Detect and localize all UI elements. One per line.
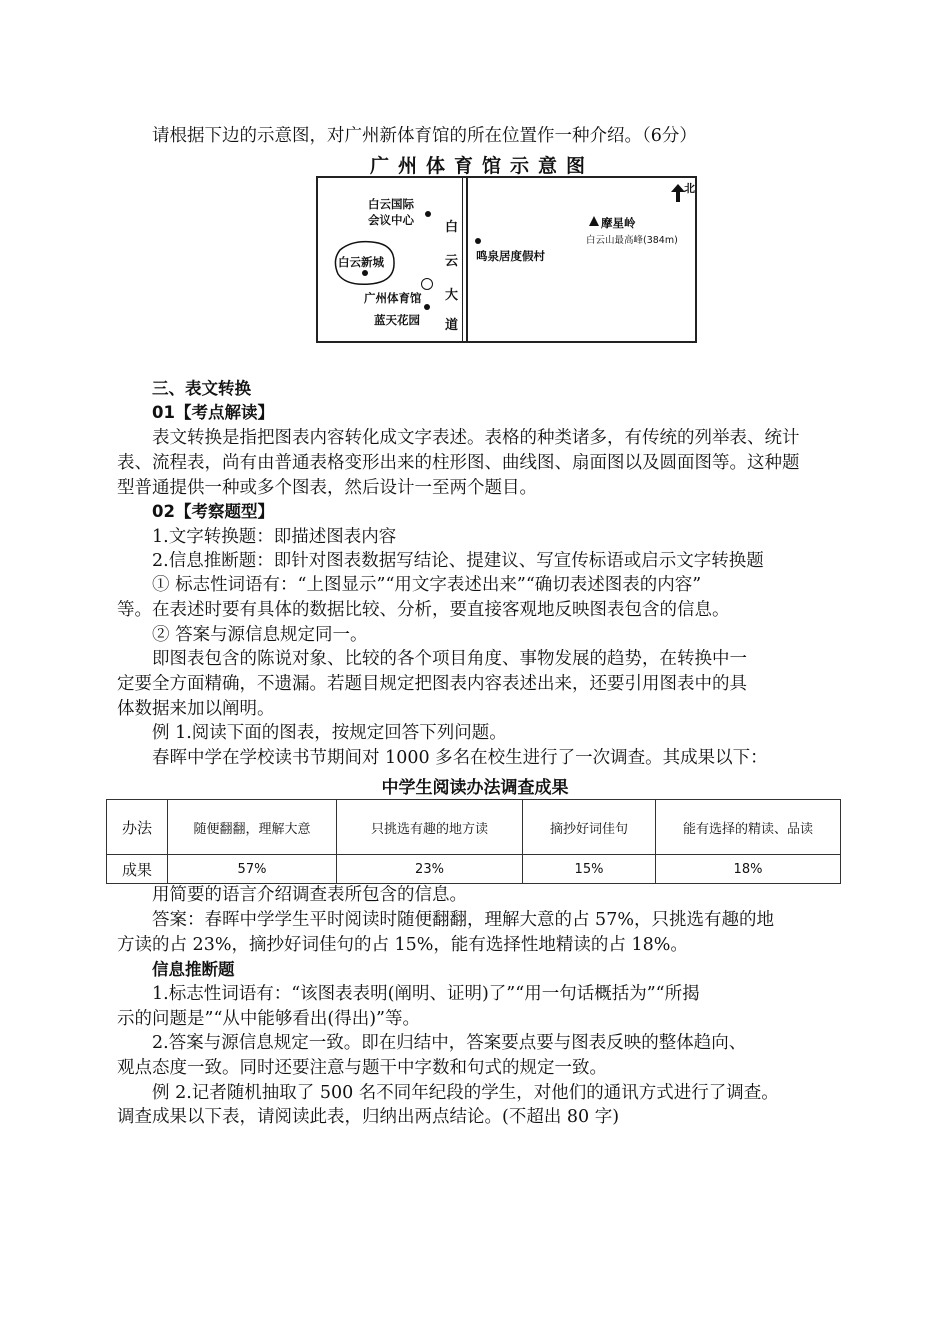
road-char-3: 大 [445,288,459,303]
gym-marker [421,278,433,290]
para2-line3: 体数据来加以阐明。 [117,699,275,719]
answer-line2: 方读的占 23%，摘抄好词佳句的占 15%，能有选择性地精读的占 18%。 [117,935,688,955]
para2-line2: 定要全方面精确，不遗漏。若题目规定把图表内容表述出来，还要引用图表中的具 [117,674,747,694]
resort-dot [475,238,481,244]
new-city-label: 白云新城 [338,255,384,269]
point1-line1: ① 标志性词语有：“上图显示”“用文字表述出来”“确切表述图表的内容” [152,575,702,595]
inf1-line2: 示的问题是”“从中能够看出(得出)”等。 [117,1009,420,1029]
example2-line1: 例 2.记者随机抽取了 500 名不同年纪段的学生，对他们的通讯方式进行了调查。 [152,1083,779,1103]
part2-heading: 02【考察题型】 [152,502,274,521]
road-char-4: 道 [445,318,459,333]
table-question: 用简要的语言介绍调查表所包含的信息。 [152,885,467,905]
survey-table [106,799,841,884]
method-cell: 只挑选有趣的地方读 [337,800,523,855]
road-char-1: 白 [445,220,459,235]
section-heading: 三、表文转换 [152,379,251,398]
para1-line1: 表文转换是指把图表内容转化成文字表述。表格的种类诸多，有传统的列举表、统计 [152,428,800,448]
para1-line3: 型普通提供一种或多个图表，然后设计一至两个题目。 [117,478,537,498]
lantian-label: 蓝天花园 [374,313,420,327]
road-line-inner [462,178,463,341]
result-cell: 23% [337,855,523,884]
new-city-dot [362,270,368,276]
inference-heading: 信息推断题 [152,960,235,979]
result-cell: 15% [523,855,656,884]
method-cell: 随便翻翻，理解大意 [168,800,337,855]
road-line-left [466,178,468,341]
inf1-line1: 1.标志性词语有：“该图表表明(阐明、证明)了”“用一句话概括为”“所揭 [152,984,700,1004]
result-cell: 57% [168,855,337,884]
peak-note-label: 白云山最高峰(384m) [586,235,678,246]
north-label: 北 [684,182,695,195]
mountain-icon [589,216,599,226]
conference-center-dot [425,211,431,217]
point2-text: ② 答案与源信息规定同一。 [152,625,368,645]
para2-line1: 即图表包含的陈说对象、比较的各个项目角度、事物发展的趋势，在转换中一 [152,649,747,669]
road-char-2: 云 [445,254,459,269]
type2-text: 2.信息推断题：即针对图表数据写结论、提建议、写宣传标语或启示文字转换题 [152,551,764,571]
table-row [107,800,841,855]
part1-heading: 01【考点解读】 [152,403,274,422]
conference-center-label-2: 会议中心 [368,213,414,227]
result-cell: 18% [656,855,841,884]
inf2-line1: 2.答案与源信息规定一致。即在归结中，答案要点要与图表反映的整体趋向、 [152,1033,747,1053]
north-arrow-icon [671,184,685,202]
intro-question: 请根据下边的示意图，对广州新体育馆的所在位置作一种介绍。（6分） [152,126,697,146]
moxingling-label: 摩星岭 [601,216,636,230]
survey-table-title: 中学生阅读办法调查成果 [381,778,569,798]
point1-line2: 等。在表述时要有具体的数据比较、分析，要直接客观地反映图表包含的信息。 [117,600,730,620]
inf2-line2: 观点态度一致。同时还要注意与题干中字数和句式的规定一致。 [117,1058,607,1078]
row-header-method: 办法 [107,800,168,855]
conference-center-label-1: 白云国际 [368,197,414,211]
example1-context: 春晖中学在学校读书节期间对 1000 多名在校生进行了一次调查。其成果以下： [152,748,768,768]
example1-text: 例 1.阅读下面的图表，按规定回答下列问题。 [152,723,507,743]
answer-line1: 答案：春晖中学学生平时阅读时随便翻翻，理解大意的占 57%，只挑选有趣的地 [152,910,774,930]
type1-text: 1.文字转换题：即描述图表内容 [152,527,397,547]
para1-line2: 表、流程表，尚有由普通表格变形出来的柱形图、曲线图、扇面图以及圆面图等。这种题 [117,453,800,473]
table-row [107,855,841,884]
gym-location-map [316,176,697,343]
method-cell: 摘抄好词佳句 [523,800,656,855]
resort-label: 鸣泉居度假村 [476,249,545,263]
row-header-result: 成果 [107,855,168,884]
method-cell: 能有选择的精读、品读 [656,800,841,855]
gym-label: 广州体育馆 [364,291,422,305]
example2-line2: 调查成果以下表，请阅读此表，归纳出两点结论。(不超出 80 字) [117,1107,620,1127]
lantian-dot [424,304,430,310]
map-title: 广州体育馆示意图 [370,155,595,177]
